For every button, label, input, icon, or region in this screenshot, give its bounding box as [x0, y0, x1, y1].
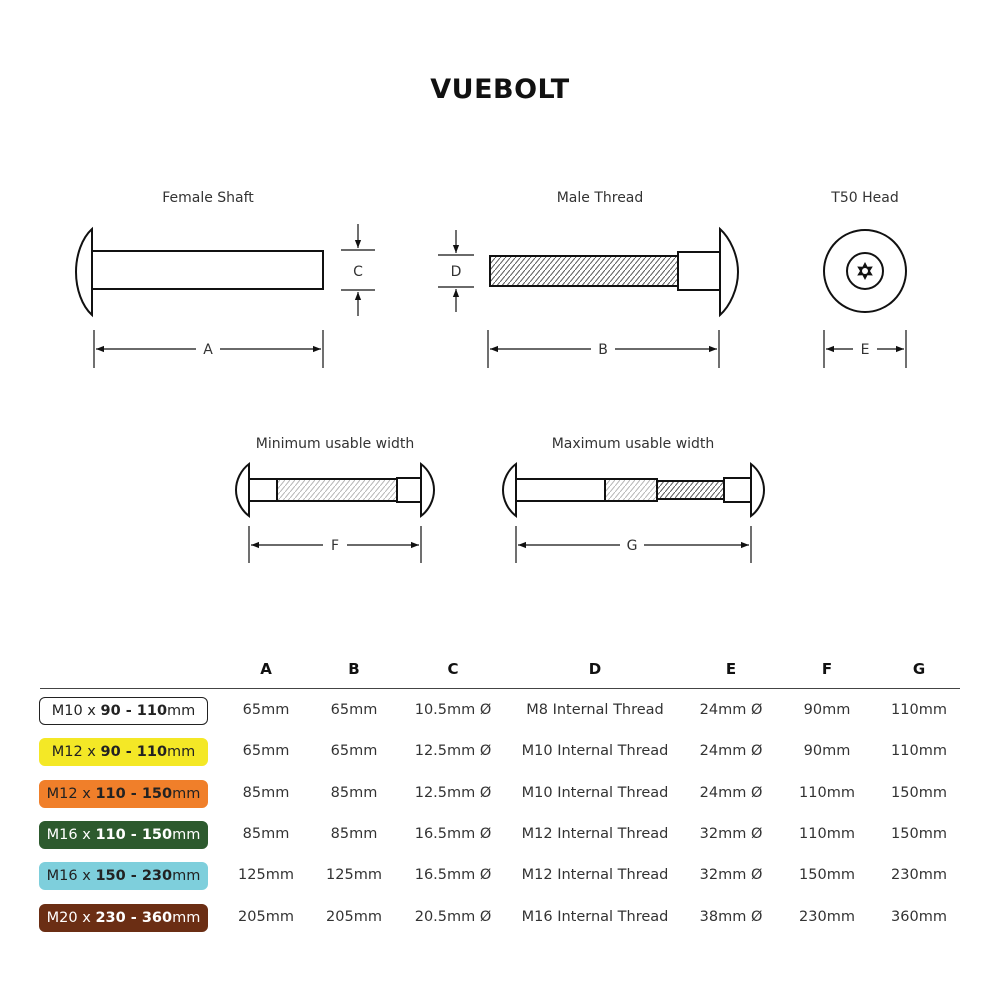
length-range: 110 - 150 — [95, 786, 173, 802]
table-row — [0, 821, 1000, 849]
cell-d: M10 Internal Thread — [521, 785, 669, 801]
cell-b: 85mm — [330, 826, 378, 842]
cell-d: M8 Internal Thread — [526, 702, 664, 718]
cell-a: 85mm — [242, 785, 290, 801]
size-separator: x — [77, 786, 96, 802]
cell-b: 65mm — [330, 702, 378, 718]
size-badge — [39, 738, 208, 766]
cell-a: 125mm — [238, 867, 294, 883]
size-separator: x — [77, 868, 96, 884]
cell-b: 65mm — [330, 743, 378, 759]
cell-f: 150mm — [799, 867, 855, 883]
column-header-e: E — [725, 660, 737, 678]
cell-b: 205mm — [326, 909, 382, 925]
size-label: M16 — [46, 868, 78, 884]
column-header-c: C — [447, 660, 459, 678]
cell-f: 90mm — [803, 743, 851, 759]
cell-f: 90mm — [803, 702, 851, 718]
length-range: 110 - 150 — [95, 827, 173, 843]
cell-e: 24mm Ø — [699, 785, 763, 801]
size-badge — [39, 697, 208, 725]
cell-d: M10 Internal Thread — [521, 743, 669, 759]
cell-g: 150mm — [891, 826, 947, 842]
dim-e-label: E — [860, 342, 870, 358]
size-badge — [39, 862, 208, 890]
dim-d-label: D — [450, 264, 462, 280]
table-row — [0, 904, 1000, 932]
max-width-label: Maximum usable width — [551, 436, 715, 452]
male-thread-collar — [678, 252, 720, 290]
length-unit: mm — [172, 868, 201, 884]
column-header-g: G — [912, 660, 926, 678]
size-label: M16 — [46, 827, 78, 843]
length-range: 90 - 110 — [100, 703, 168, 719]
female-shaft-label: Female Shaft — [162, 190, 254, 206]
length-unit: mm — [172, 910, 201, 926]
cell-c: 12.5mm Ø — [414, 785, 492, 801]
male-thread-threads — [490, 256, 678, 286]
cell-b: 85mm — [330, 785, 378, 801]
cell-c: 16.5mm Ø — [414, 867, 492, 883]
female-shaft-drawing — [76, 229, 323, 315]
cell-a: 65mm — [242, 702, 290, 718]
length-unit: mm — [167, 703, 196, 719]
cell-f: 110mm — [799, 826, 855, 842]
size-badge — [39, 821, 208, 849]
table-header — [0, 660, 1000, 682]
dim-b-label: B — [598, 342, 608, 358]
size-label: M10 — [51, 703, 83, 719]
max-width-drawing — [503, 464, 764, 516]
cell-d: M16 Internal Thread — [521, 909, 669, 925]
table-row — [0, 697, 1000, 725]
column-header-f: F — [821, 660, 833, 678]
cell-e: 24mm Ø — [699, 743, 763, 759]
cell-c: 12.5mm Ø — [414, 743, 492, 759]
cell-a: 65mm — [242, 743, 290, 759]
cell-f: 230mm — [799, 909, 855, 925]
size-label: M12 — [51, 744, 83, 760]
table-row — [0, 862, 1000, 890]
male-thread-head — [720, 229, 738, 315]
cell-c: 10.5mm Ø — [414, 702, 492, 718]
column-header-b: B — [348, 660, 360, 678]
dim-c-label: C — [353, 264, 363, 280]
length-range: 230 - 360 — [95, 910, 173, 926]
length-unit: mm — [172, 786, 201, 802]
length-range: 150 - 230 — [95, 868, 173, 884]
dim-f-label: F — [330, 538, 340, 554]
cell-d: M12 Internal Thread — [521, 826, 669, 842]
length-unit: mm — [167, 744, 196, 760]
male-thread-label: Male Thread — [556, 190, 644, 206]
cell-a: 85mm — [242, 826, 290, 842]
table-row — [0, 738, 1000, 766]
size-badge — [39, 904, 208, 932]
cell-g: 230mm — [891, 867, 947, 883]
male-thread-drawing — [490, 229, 738, 315]
dim-g-label: G — [626, 538, 638, 554]
size-separator: x — [77, 827, 96, 843]
cell-g: 110mm — [891, 702, 947, 718]
size-separator: x — [82, 744, 101, 760]
cell-g: 150mm — [891, 785, 947, 801]
header-divider — [40, 688, 960, 689]
cell-c: 20.5mm Ø — [414, 909, 492, 925]
cell-a: 205mm — [238, 909, 294, 925]
cell-g: 360mm — [891, 909, 947, 925]
cell-d: M12 Internal Thread — [521, 867, 669, 883]
t50-head-label: T50 Head — [831, 190, 899, 206]
min-width-label: Minimum usable width — [255, 436, 415, 452]
size-label: M12 — [46, 786, 78, 802]
female-shaft-body — [92, 251, 323, 289]
size-separator: x — [82, 703, 101, 719]
cell-g: 110mm — [891, 743, 947, 759]
cell-c: 16.5mm Ø — [414, 826, 492, 842]
size-label: M20 — [46, 910, 78, 926]
length-unit: mm — [172, 827, 201, 843]
page-title: VUEBOLT — [430, 74, 570, 105]
length-range: 90 - 110 — [100, 744, 168, 760]
cell-b: 125mm — [326, 867, 382, 883]
min-width-drawing — [236, 464, 434, 516]
cell-e: 32mm Ø — [699, 826, 763, 842]
cell-f: 110mm — [799, 785, 855, 801]
cell-e: 32mm Ø — [699, 867, 763, 883]
t50-head-drawing — [824, 230, 906, 312]
table-row — [0, 780, 1000, 808]
dim-a-label: A — [203, 342, 213, 358]
cell-e: 24mm Ø — [699, 702, 763, 718]
cell-e: 38mm Ø — [699, 909, 763, 925]
size-separator: x — [77, 910, 96, 926]
column-header-d: D — [588, 660, 602, 678]
column-header-a: A — [260, 660, 272, 678]
female-shaft-head — [76, 229, 92, 315]
size-badge — [39, 780, 208, 808]
